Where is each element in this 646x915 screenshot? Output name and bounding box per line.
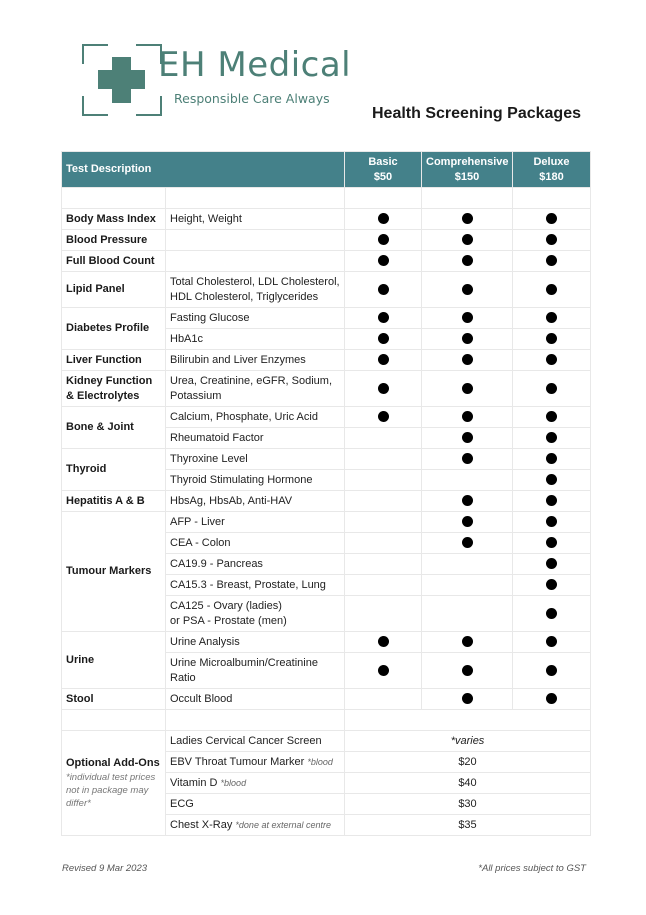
test-description: Height, Weight — [166, 209, 345, 230]
included-cell-comp — [422, 449, 513, 470]
addon-row — [62, 731, 591, 752]
desc-line: CA125 - Ovary (ladies) — [170, 600, 282, 612]
included-cell-comp — [422, 329, 513, 350]
included-cell-deluxe — [513, 491, 591, 512]
included-cell-comp — [422, 371, 513, 407]
test-category: Body Mass Index — [62, 209, 166, 230]
included-dot-icon — [462, 453, 473, 464]
test-description: Urine Analysis — [166, 632, 345, 653]
included-dot-icon — [378, 255, 389, 266]
test-description: Rheumatoid Factor — [166, 428, 345, 449]
test-category: Lipid Panel — [62, 272, 166, 308]
included-dot-icon — [462, 665, 473, 676]
included-cell-basic — [345, 512, 422, 533]
included-cell-deluxe — [513, 209, 591, 230]
included-cell-basic — [345, 407, 422, 428]
test-category: Liver Function — [62, 350, 166, 371]
table-row — [62, 272, 591, 308]
included-cell-basic — [345, 209, 422, 230]
addon-price: $35 — [345, 815, 591, 836]
test-category: Thyroid — [62, 449, 166, 491]
test-description: Thyroid Stimulating Hormone — [166, 470, 345, 491]
included-dot-icon — [546, 474, 557, 485]
included-dot-icon — [546, 453, 557, 464]
header-test-description: Test Description — [62, 152, 345, 188]
included-cell-deluxe — [513, 350, 591, 371]
header-basic — [345, 152, 422, 188]
table-row — [62, 251, 591, 272]
header-deluxe — [513, 152, 591, 188]
included-cell-comp — [422, 632, 513, 653]
test-category: Stool — [62, 689, 166, 710]
included-dot-icon — [378, 312, 389, 323]
included-dot-icon — [546, 636, 557, 647]
included-dot-icon — [546, 333, 557, 344]
included-cell-deluxe — [513, 407, 591, 428]
included-cell-basic — [345, 689, 422, 710]
addon-label: Ladies Cervical Cancer Screen — [170, 734, 322, 747]
included-cell-basic — [345, 251, 422, 272]
included-cell-comp — [422, 407, 513, 428]
included-dot-icon — [546, 516, 557, 527]
test-category: Full Blood Count — [62, 251, 166, 272]
addons-category — [62, 731, 166, 836]
included-cell-basic — [345, 533, 422, 554]
included-cell-basic — [345, 632, 422, 653]
test-description: Thyroxine Level — [166, 449, 345, 470]
test-description: Bilirubin and Liver Enzymes — [166, 350, 345, 371]
included-dot-icon — [378, 665, 389, 676]
included-cell-deluxe — [513, 272, 591, 308]
included-cell-comp — [422, 272, 513, 308]
package-name: Deluxe — [533, 156, 570, 168]
included-cell-comp — [422, 512, 513, 533]
included-cell-basic — [345, 272, 422, 308]
included-cell-comp — [422, 230, 513, 251]
addon-note: *done at external centre — [235, 819, 331, 830]
included-dot-icon — [462, 516, 473, 527]
test-description: CA19.9 - Pancreas — [166, 554, 345, 575]
table-row — [62, 407, 591, 428]
included-cell-basic — [345, 371, 422, 407]
included-dot-icon — [462, 284, 473, 295]
spacer-row — [62, 188, 591, 209]
included-dot-icon — [462, 213, 473, 224]
included-cell-comp — [422, 428, 513, 449]
included-cell-comp — [422, 491, 513, 512]
included-dot-icon — [462, 411, 473, 422]
included-cell-comp — [422, 533, 513, 554]
addon-price: $40 — [345, 773, 591, 794]
test-category: Bone & Joint — [62, 407, 166, 449]
test-category: Tumour Markers — [62, 512, 166, 632]
included-dot-icon — [462, 636, 473, 647]
table-row — [62, 308, 591, 329]
package-name: Basic — [368, 156, 398, 168]
test-category: Blood Pressure — [62, 230, 166, 251]
test-description: AFP - Liver — [166, 512, 345, 533]
included-dot-icon — [546, 255, 557, 266]
test-description: Urine Microalbumin/Creatinine Ratio — [166, 653, 345, 689]
gst-note: *All prices subject to GST — [478, 863, 586, 874]
included-cell-deluxe — [513, 632, 591, 653]
table-row — [62, 491, 591, 512]
included-cell-basic — [345, 230, 422, 251]
included-cell-comp — [422, 308, 513, 329]
included-dot-icon — [462, 354, 473, 365]
addon-label: Chest X-Ray — [170, 818, 233, 831]
table-row — [62, 350, 591, 371]
included-dot-icon — [546, 312, 557, 323]
addon-price: $30 — [345, 794, 591, 815]
included-cell-comp — [422, 554, 513, 575]
included-dot-icon — [546, 558, 557, 569]
test-description — [166, 596, 345, 632]
test-description: Total Cholesterol, LDL Cholesterol, HDL Cholesterol, Triglycerides — [166, 272, 345, 308]
included-cell-basic — [345, 470, 422, 491]
test-description: Fasting Glucose — [166, 308, 345, 329]
table-row — [62, 371, 591, 407]
package-price: $150 — [454, 170, 480, 183]
included-cell-deluxe — [513, 251, 591, 272]
package-name: Comprehensive — [426, 156, 509, 168]
included-cell-deluxe — [513, 575, 591, 596]
spacer-row — [62, 710, 591, 731]
included-dot-icon — [546, 411, 557, 422]
included-cell-basic — [345, 596, 422, 632]
included-dot-icon — [546, 383, 557, 394]
addon-price: *varies — [345, 731, 591, 752]
addon-note: *blood — [307, 756, 333, 767]
addon-label: EBV Throat Tumour Marker — [170, 755, 305, 768]
test-category: Hepatitis A & B — [62, 491, 166, 512]
included-dot-icon — [546, 693, 557, 704]
included-dot-icon — [462, 333, 473, 344]
included-dot-icon — [462, 537, 473, 548]
table-row — [62, 209, 591, 230]
logo-cross-icon — [82, 44, 162, 116]
brand-name: EH Medical — [158, 45, 352, 85]
table-row — [62, 449, 591, 470]
table-row — [62, 689, 591, 710]
included-cell-deluxe — [513, 470, 591, 491]
table-row — [62, 230, 591, 251]
included-cell-deluxe — [513, 653, 591, 689]
table-row — [62, 512, 591, 533]
included-dot-icon — [378, 234, 389, 245]
included-dot-icon — [462, 495, 473, 506]
included-dot-icon — [378, 284, 389, 295]
included-cell-deluxe — [513, 329, 591, 350]
test-description: HbsAg, HbsAb, Anti-HAV — [166, 491, 345, 512]
included-cell-comp — [422, 251, 513, 272]
revised-date: Revised 9 Mar 2023 — [62, 863, 148, 874]
packages-table — [61, 151, 591, 836]
included-cell-deluxe — [513, 512, 591, 533]
addon-name — [166, 815, 345, 836]
addon-price: $20 — [345, 752, 591, 773]
included-cell-basic — [345, 329, 422, 350]
test-description: Occult Blood — [166, 689, 345, 710]
included-cell-comp — [422, 575, 513, 596]
included-dot-icon — [462, 693, 473, 704]
included-cell-comp — [422, 653, 513, 689]
included-dot-icon — [546, 495, 557, 506]
addon-name — [166, 731, 345, 752]
included-cell-basic — [345, 653, 422, 689]
test-description — [166, 230, 345, 251]
included-cell-comp — [422, 470, 513, 491]
brand-tagline: Responsible Care Always — [174, 91, 330, 106]
test-description: HbA1c — [166, 329, 345, 350]
addon-label: ECG — [170, 797, 194, 810]
included-dot-icon — [462, 255, 473, 266]
included-dot-icon — [546, 354, 557, 365]
test-description: Urea, Creatinine, eGFR, Sodium, Potassium — [166, 371, 345, 407]
included-cell-basic — [345, 428, 422, 449]
included-cell-deluxe — [513, 533, 591, 554]
included-cell-comp — [422, 209, 513, 230]
included-dot-icon — [462, 234, 473, 245]
included-cell-basic — [345, 449, 422, 470]
included-cell-deluxe — [513, 449, 591, 470]
included-cell-deluxe — [513, 230, 591, 251]
package-price: $180 — [539, 170, 564, 183]
addon-name — [166, 773, 345, 794]
header-comprehensive — [422, 152, 513, 188]
included-dot-icon — [378, 383, 389, 394]
included-dot-icon — [546, 537, 557, 548]
included-cell-comp — [422, 689, 513, 710]
included-dot-icon — [546, 284, 557, 295]
included-dot-icon — [462, 383, 473, 394]
included-cell-comp — [422, 350, 513, 371]
addon-name — [166, 752, 345, 773]
package-price: $50 — [373, 170, 393, 183]
test-category: Kidney Function & Electrolytes — [62, 371, 166, 407]
test-description: CA15.3 - Breast, Prostate, Lung — [166, 575, 345, 596]
page-title: Health Screening Packages — [372, 105, 581, 122]
included-dot-icon — [378, 354, 389, 365]
included-dot-icon — [546, 608, 557, 619]
included-cell-deluxe — [513, 371, 591, 407]
included-cell-basic — [345, 575, 422, 596]
included-dot-icon — [546, 579, 557, 590]
included-cell-basic — [345, 491, 422, 512]
test-category: Diabetes Profile — [62, 308, 166, 350]
included-dot-icon — [546, 665, 557, 676]
table-row — [62, 632, 591, 653]
included-dot-icon — [378, 636, 389, 647]
included-cell-deluxe — [513, 689, 591, 710]
included-dot-icon — [546, 213, 557, 224]
included-dot-icon — [462, 312, 473, 323]
included-cell-basic — [345, 350, 422, 371]
addon-name — [166, 794, 345, 815]
addon-note: *blood — [220, 777, 247, 788]
included-dot-icon — [378, 213, 389, 224]
included-cell-basic — [345, 554, 422, 575]
included-cell-comp — [422, 596, 513, 632]
addon-label: Vitamin D — [170, 776, 218, 789]
included-dot-icon — [546, 234, 557, 245]
addons-title: Optional Add-Ons — [66, 757, 160, 770]
test-description: Calcium, Phosphate, Uric Acid — [166, 407, 345, 428]
included-dot-icon — [378, 411, 389, 422]
addons-note: *individual test prices not in package may differ* — [66, 771, 156, 809]
test-description: CEA - Colon — [166, 533, 345, 554]
included-dot-icon — [546, 432, 557, 443]
test-description — [166, 251, 345, 272]
desc-line: or PSA - Prostate (men) — [170, 614, 287, 627]
test-category: Urine — [62, 632, 166, 689]
included-dot-icon — [378, 333, 389, 344]
included-cell-deluxe — [513, 428, 591, 449]
included-cell-basic — [345, 308, 422, 329]
included-dot-icon — [462, 432, 473, 443]
included-cell-deluxe — [513, 554, 591, 575]
included-cell-deluxe — [513, 596, 591, 632]
included-cell-deluxe — [513, 308, 591, 329]
